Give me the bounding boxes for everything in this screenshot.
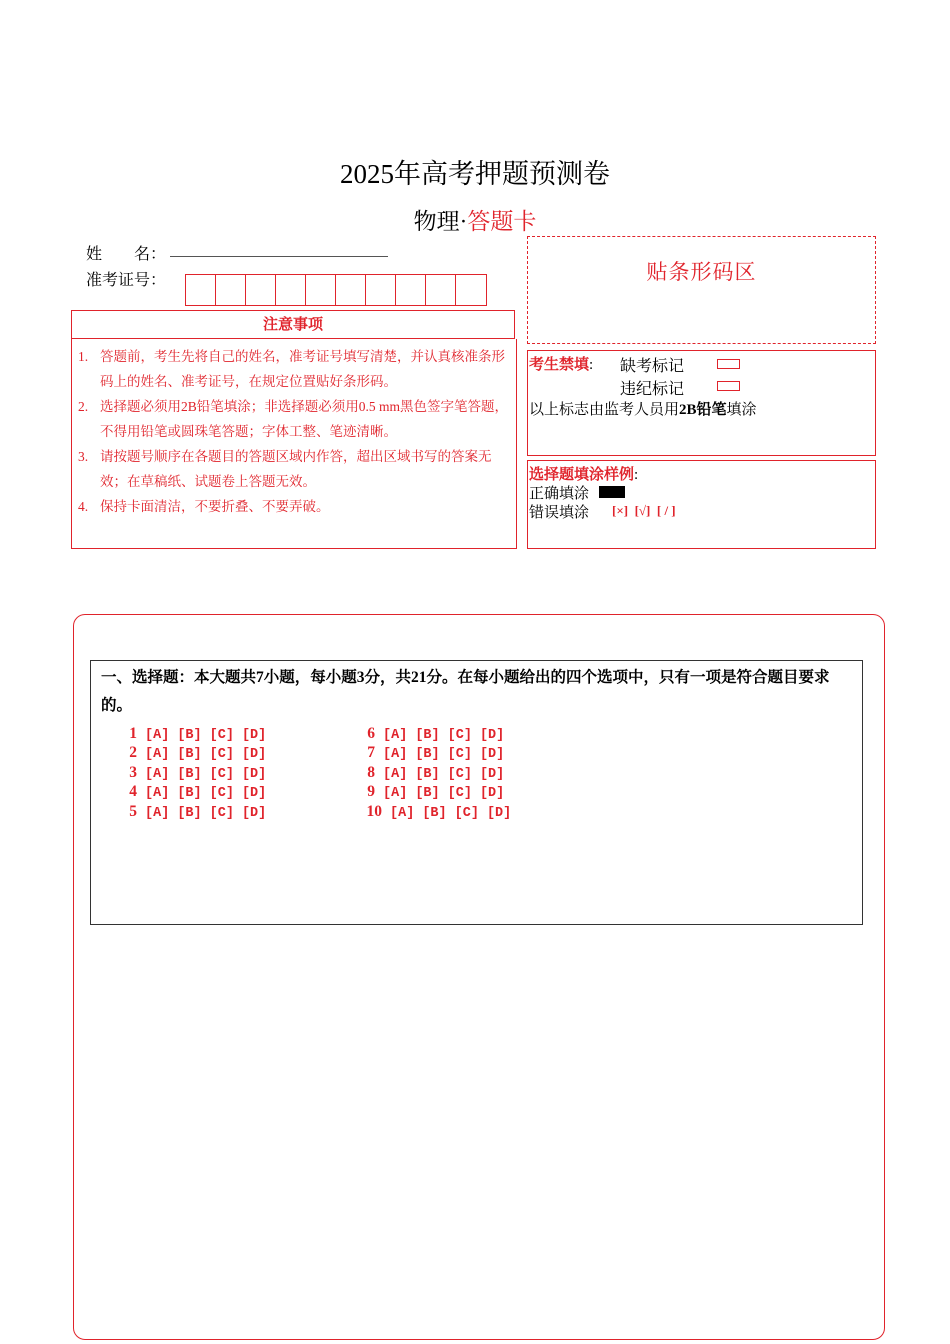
answer-option-bubble[interactable]: [A] [390, 805, 415, 821]
answer-option-bubble[interactable]: [A] [383, 766, 408, 782]
question-number: 2 [129, 744, 137, 762]
answer-option-bubble[interactable]: [B] [415, 766, 440, 782]
exam-id-digit-box[interactable] [366, 275, 396, 305]
answer-row [362, 744, 511, 763]
proctor-label: 考生禁填 [529, 355, 590, 373]
proctor-note-bold: 2B铅笔 [679, 402, 727, 418]
exam-id-digit-box[interactable] [396, 275, 426, 305]
question-number: 1 [129, 725, 137, 742]
subtitle-answer-card: 答题卡 [467, 209, 537, 234]
exam-id-digit-box[interactable] [426, 275, 456, 305]
page-title: 2025年高考押题预测卷 [340, 159, 610, 189]
answer-option-bubble[interactable]: [A] [383, 747, 408, 763]
answer-option-bubble[interactable]: [C] [209, 766, 234, 782]
answer-column-right [362, 725, 511, 822]
absent-mark-box[interactable] [717, 359, 740, 369]
notice-item-number: 2. [78, 399, 89, 414]
proctor-note-prefix: 以上标志由监考人员用 [529, 402, 680, 418]
answer-option-bubble[interactable]: [B] [415, 747, 440, 763]
answer-option-bubble[interactable]: [A] [383, 728, 408, 743]
answer-option-bubble[interactable]: [D] [479, 786, 505, 802]
answer-option-bubble[interactable]: [B] [177, 766, 202, 782]
exam-id-boxes[interactable] [185, 274, 487, 306]
answer-option-bubble[interactable]: [B] [415, 786, 440, 802]
answer-option-bubble[interactable]: [A] [145, 728, 170, 743]
exam-id-digit-box[interactable] [276, 275, 306, 305]
answer-row [124, 744, 266, 763]
answer-option-bubble[interactable]: [C] [209, 805, 234, 821]
answer-option-bubble[interactable]: [B] [177, 728, 202, 743]
answer-option-bubble[interactable]: [D] [479, 728, 505, 743]
answer-option-bubble[interactable]: [C] [447, 766, 472, 782]
proctor-colon: : [589, 357, 594, 373]
answer-option-bubble[interactable]: [C] [447, 747, 472, 763]
fill-example-colon: : [634, 467, 639, 483]
answer-row [362, 803, 511, 822]
question-number: 8 [367, 763, 375, 781]
answer-column-left [124, 725, 266, 822]
name-label: 姓 名： [86, 246, 167, 263]
answer-row [362, 783, 511, 802]
notice-item-number: 4. [78, 499, 89, 514]
answer-option-bubble[interactable]: [D] [486, 805, 512, 821]
answer-option-bubble[interactable]: [C] [209, 747, 234, 763]
name-field[interactable] [170, 256, 388, 257]
answer-option-bubble[interactable]: [C] [209, 728, 234, 743]
notice-item-text: 选择题必须用2B铅笔填涂；非选择题必须用0.5 mm黑色签字笔答题，不得用铅笔或圆珠笔答题；字体工整、笔迹清晰。 [100, 399, 509, 439]
question-number: 6 [367, 725, 375, 742]
exam-id-digit-box[interactable] [456, 275, 486, 305]
question-number: 3 [129, 763, 137, 781]
answer-option-bubble[interactable]: [D] [241, 786, 267, 802]
answer-row [124, 725, 266, 744]
barcode-area [527, 236, 876, 344]
answer-option-bubble[interactable]: [C] [209, 786, 234, 802]
question-number: 7 [367, 744, 375, 762]
choice-section-heading: 一、选择题：本大题共7小题，每小题3分，共21分。在每小题给出的四个选项中，只有一项是符合题目要求的。 [101, 669, 830, 714]
notice-item-text: 请按题号顺序在各题目的答题区域内作答，超出区域书写的答案无效；在草稿纸、试题卷上答题无效。 [100, 449, 492, 489]
answer-option-bubble[interactable]: [A] [145, 747, 170, 763]
answer-option-bubble[interactable]: [C] [447, 786, 472, 802]
notice-item [78, 494, 512, 519]
answer-option-bubble[interactable]: [A] [145, 766, 170, 782]
answer-row [362, 725, 511, 744]
answer-option-bubble[interactable]: [D] [241, 728, 267, 743]
answer-row [124, 803, 266, 822]
answer-option-bubble[interactable]: [A] [145, 805, 170, 821]
answer-option-bubble[interactable]: [B] [177, 747, 202, 763]
answer-row [124, 764, 266, 783]
notice-item [78, 444, 512, 494]
subtitle-subject: 物理· [413, 209, 468, 234]
question-number: 9 [367, 783, 375, 801]
answer-option-bubble[interactable]: [D] [241, 766, 267, 782]
answer-option-bubble[interactable]: [D] [241, 805, 267, 821]
answer-option-bubble[interactable]: [B] [177, 805, 202, 821]
proctor-note [529, 398, 757, 419]
notice-heading: 注意事项 [71, 310, 515, 339]
exam-id-digit-box[interactable] [336, 275, 366, 305]
answer-option-bubble[interactable]: [A] [145, 786, 170, 802]
answer-row [362, 764, 511, 783]
notice-list [78, 344, 512, 519]
fill-example-heading: 选择题填涂样例 [529, 465, 635, 483]
question-number: 4 [129, 783, 137, 801]
correct-fill-sample [599, 486, 625, 498]
answer-option-bubble[interactable]: [D] [479, 747, 505, 763]
correct-fill-label: 正确填涂 [529, 486, 590, 502]
notice-item [78, 344, 512, 394]
violation-mark-label: 违纪标记 [620, 381, 685, 398]
proctor-label-row [529, 353, 593, 374]
exam-id-digit-box[interactable] [186, 275, 216, 305]
wrong-fill-samples: [×] [√] [ / ] [612, 503, 676, 518]
exam-id-digit-box[interactable] [216, 275, 246, 305]
proctor-note-suffix: 填涂 [726, 402, 757, 418]
answer-option-bubble[interactable]: [B] [415, 728, 440, 743]
answer-option-bubble[interactable]: [C] [447, 728, 472, 743]
answer-option-bubble[interactable]: [B] [422, 805, 447, 821]
notice-item-number: 3. [78, 449, 89, 464]
notice-item-text: 答题前，考生先将自己的姓名，准考证号填写清楚，并认真核准条形码上的姓名、准考证号，在规定位置贴好条形码。 [100, 349, 505, 389]
exam-id-digit-box[interactable] [306, 275, 336, 305]
answer-option-bubble[interactable]: [C] [454, 805, 479, 821]
notice-item [78, 394, 512, 444]
exam-id-label: 准考证号： [86, 272, 167, 289]
notice-item-text: 保持卡面清洁，不要折叠、不要弄破。 [100, 499, 330, 514]
answer-option-bubble[interactable]: [D] [241, 747, 267, 763]
answer-row [124, 783, 266, 802]
absent-mark-label: 缺考标记 [620, 358, 685, 375]
fill-example-heading-row [529, 463, 638, 484]
answer-option-bubble[interactable]: [D] [479, 766, 505, 782]
answer-option-bubble[interactable]: [A] [383, 786, 408, 802]
exam-id-digit-box[interactable] [246, 275, 276, 305]
notice-item-number: 1. [78, 349, 89, 364]
wrong-fill-label: 错误填涂 [529, 505, 590, 521]
answer-option-bubble[interactable]: [B] [177, 786, 202, 802]
question-number: 5 [129, 802, 137, 820]
page-subtitle [0, 203, 950, 236]
violation-mark-box[interactable] [717, 381, 740, 391]
question-number: 10 [366, 802, 382, 820]
barcode-label: 贴条形码区 [646, 260, 757, 284]
